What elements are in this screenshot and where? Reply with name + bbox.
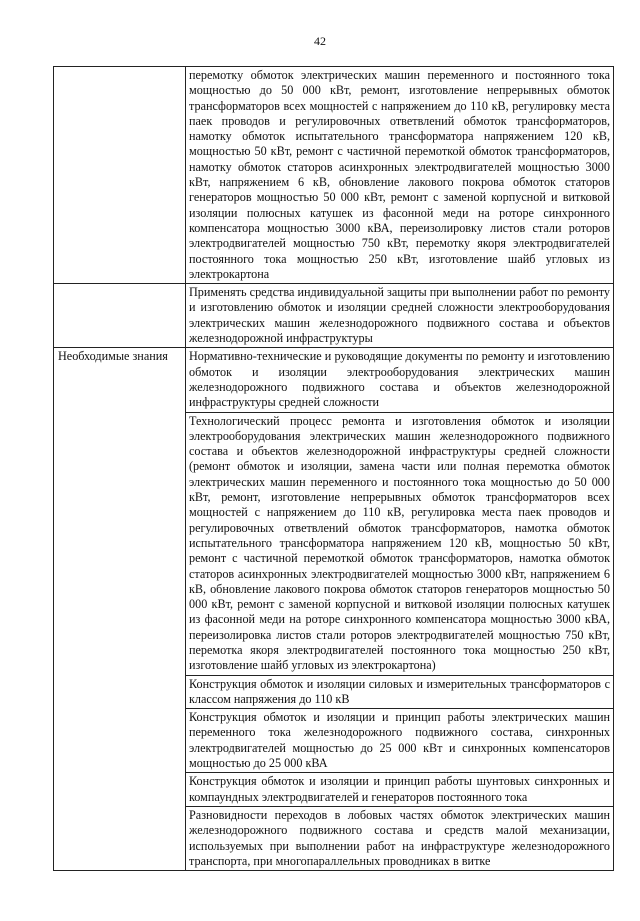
row-content: Конструкция обмоток и изоляции и принцип работы шунтовых синхронных и компаундных электродвигателей и генераторов постоянного тока (186, 773, 614, 807)
row-content: Технологический процесс ремонта и изготовления обмоток и изоляции электрооборудования электрических машин железнодорожного подвижного состава и объектов железнодорожной инфраструктуры средней сложности (ремонт обмоток и изоляции, замена части или полная перемотка обмоток электрических машин переменного и постоянного тока мощностью до 50 000 кВт, ремонт, изготовление непрерывных обмоток трансформаторов всех мощностей с напряжением до 110 кВ, регулировка места паек проводов и регулировочных ответвлений обмоток трансформаторов, намотка обмоток испытательного трансформатора напряжением 120 кВ, мощностью 50 кВт, ремонт с частичной перемоткой обмоток трансформаторов, намотка обмоток статоров асинхронных электродвигателей мощностью 3000 кВт, напряжением 6 кВ, обновление лакового покрова обмоток статоров генераторов мощностью 50 000 кВт, ремонт с заменой корпусной и витковой изоляции полюсных катушек из фасонной меди на роторе синхронного компенсатора мощностью 3000 кВА, переизолировка листов стали роторов электродвигателей мощностью 750 кВт, перемотка якоря электродвигателей постоянного тока мощностью 250 кВт, изготовление шайб угловых из электрокартона) (186, 412, 614, 675)
row-content: перемотку обмоток электрических машин переменного и постоянного тока мощностью до 50 000 кВт, ремонт, изготовление непрерывных обмоток трансформаторов всех мощностей с напряжением до 110 кВ, регулировку места паек проводов и регулировочных ответвлений обмоток трансформаторов, намотку обмоток испытательного трансформатора напряжением 120 кВ, мощностью 50 кВт, ремонт с частичной перемоткой обмоток трансформаторов, намотку обмоток статоров асинхронных электродвигателей мощностью 3000 кВт, напряжением 6 кВ, обновление лакового покрова обмоток статоров генераторов мощностью 50 000 кВт, ремонт с заменой корпусной и витковой изоляции полюсных катушек из фасонной меди на роторе синхронного компенсатора мощностью 3000 кВА, переизолировку листов стали роторов электродвигателей мощностью 750 кВт, перемотку якоря электродвигателей постоянного тока мощностью 250 кВт, изготовление шайб угловых из электрокартона (186, 67, 614, 284)
table-row (54, 348, 614, 412)
row-content: Разновидности переходов в лобовых частях обмоток электрических машин железнодорожного подвижного состава и средств малой механизации, используемых при выполнении работ на инфраструктуре железнодорожного транспорта, при многопараллельных проводниках в витке (186, 806, 614, 870)
row-label (54, 284, 186, 348)
row-content: Конструкция обмоток и изоляции силовых и измерительных трансформаторов с классом напряжения до 110 кВ (186, 675, 614, 709)
row-label-required-knowledge: Необходимые знания (54, 348, 186, 871)
row-content: Применять средства индивидуальной защиты при выполнении работ по ремонту и изготовлению обмоток и изоляции средней сложности электрооборудования электрических машин железнодорожного подвижного состава и объектов железнодорожной инфраструктуры (186, 284, 614, 348)
qualification-table (53, 66, 614, 871)
page-number: 42 (314, 34, 326, 48)
table-row (54, 67, 614, 284)
table-row (54, 284, 614, 348)
row-content: Конструкция обмоток и изоляции и принцип работы электрических машин переменного тока железнодорожного подвижного состава, синхронных электродвигателей мощностью до 25 000 кВт и синхронных компенсаторов мощностью до 25 000 кВА (186, 709, 614, 773)
row-content: Нормативно-технические и руководящие документы по ремонту и изготовлению обмоток и изоляции электрооборудования электрических машин железнодорожного подвижного состава и объектов железнодорожной инфраструктуры средней сложности (186, 348, 614, 412)
row-label (54, 67, 186, 284)
